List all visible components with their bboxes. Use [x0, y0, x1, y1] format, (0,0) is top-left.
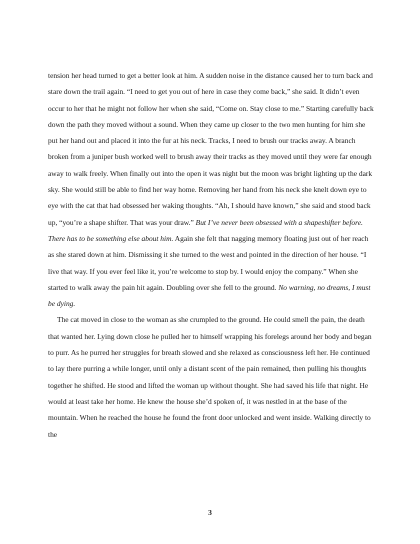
- paragraph-text-run: tension her head turned to get a better look at him. A sudden noise in the distance caused her to turn back and stare down the trail again. “I need to get you out of here in case they come back,” she said. It didn’t even occur to her that he might not follow her when she said, “Come on. Stay close to me.” Starting carefully back down the path they moved without a sound. When they came up closer to the two men hunting for him she put her hand out and placed it into the fur at his neck. Tracks, I need to brush our tracks away. A branch broken from a juniper bush worked well to brush away their tracks as they moved until they were far enough away to walk freely. When finally out into the open it was night but the moon was bright lighting up the dark sky. She would still be able to find her way home. Removing her hand from his neck she knelt down eye to eye with the cat that had obsessed her waking thoughts. “Ah, I should have known,” she said and stood back up, “you’re a shape shifter. That was your draw.”: [48, 71, 374, 227]
- italic-thought-text: But I’ve never been obsessed with a shapeshifter before. There has to be something else about him.: [48, 217, 363, 243]
- manuscript-page: [48, 68, 375, 443]
- paragraph-1: [48, 68, 375, 312]
- italic-thought-text: No warning, no dreams, I must be dying.: [48, 282, 371, 309]
- paragraph-2: The cat moved in close to the woman as she crumpled to the ground. He could smell the pain, the death that wanted her. Lying down close he pulled her to himself wrapping his forelegs around her body and began to purr. As he purred her struggles for breath slowed and she relaxed as consciousness left her. He continued to lay there purring a while longer, until only a distant scent of the pain remained, then pulling his thoughts together he shifted. He stood and lifted the woman up without thought. She had saved his life that night. He would at least take her home. He knew the house she’d spoken of, it was nestled in at the base of the mountain. When he reached the house he found the front door unlocked and went inside. Walking directly to the: [48, 315, 372, 439]
- page-number: 3: [208, 508, 212, 517]
- paragraph-text-run: Again she felt that nagging memory floating just out of her reach as she stared down at him. Dismissing it she turned to the west and pointed in the direction of her house. “I live that way. If you ever feel like it, you’re welcome to stop by. I would enjoy the company.” When she started to walk away the pain hit again. Doubling over she fell to the ground.: [48, 233, 369, 292]
